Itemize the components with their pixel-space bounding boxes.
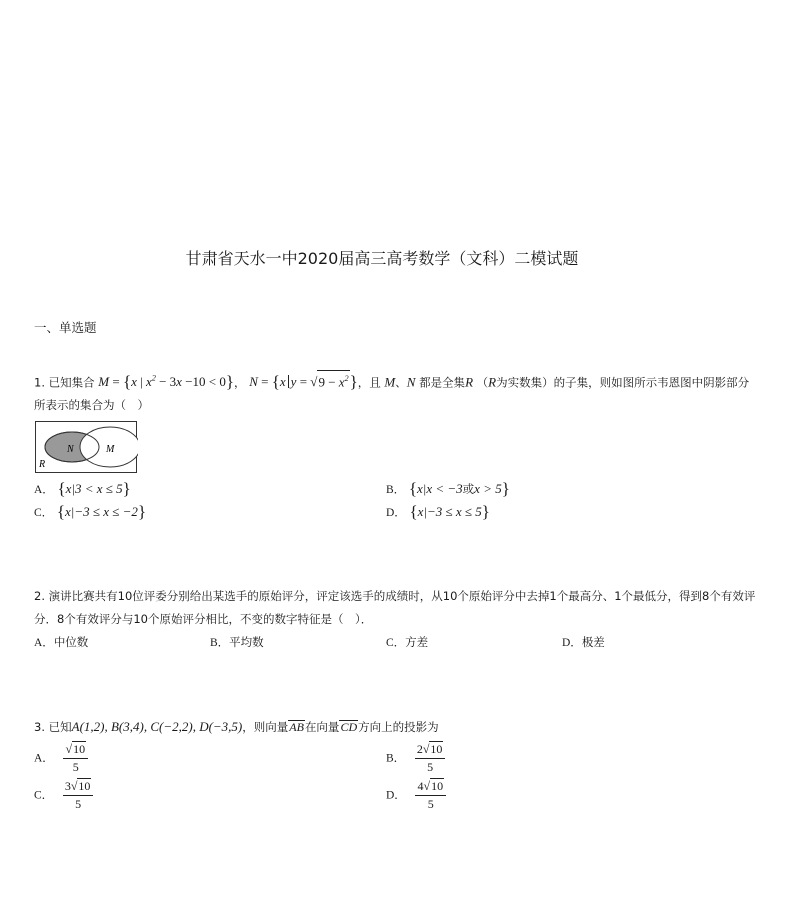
venn-label-n: N	[67, 444, 74, 455]
fraction: $\frac{3√10}{5}$	[63, 778, 94, 812]
q2-option-d[interactable]: D．极差	[562, 635, 605, 649]
venn-diagram	[35, 421, 138, 473]
question-1-stem: 1. 已知集合 M = {x | $x^2 - 3x -10 < 0$}， N = {x $y = √9 - x^2$}，且 M、N 都是全集R （R为实数集）的子集，则如图所示韦恩图中阴影部分	[34, 370, 749, 390]
venn-label-m: M	[106, 444, 115, 455]
q3-option-b[interactable]: B． $\frac{2√10}{5}$	[386, 741, 445, 775]
points-list: A(1,2), B(3,4), C(−2,2), D(−3,5)	[71, 719, 243, 734]
q3-option-a[interactable]: A． $\frac{√10}{5}$	[34, 741, 88, 775]
vector-cd: CD	[340, 720, 358, 734]
set-n-expr: N = {x $y = √9 - x^2$}	[249, 374, 358, 389]
question-3-stem: 3. 已知A(1,2), B(3,4), C(−2,2), D(−3,5)，则向量AB在向量CD方向上的投影为	[34, 719, 439, 734]
q1-text: 1. 已知集合	[34, 375, 95, 390]
page-title: 甘肃省天水一中2020届高三高考数学（文科）二模试题	[185, 249, 579, 268]
q1-option-b[interactable]: B． {x|x < −3或x > 5}	[386, 479, 510, 498]
q3-option-d[interactable]: D． $\frac{4√10}{5}$	[386, 778, 446, 812]
question-1-stem-line2: 所表示的集合为（ ）	[34, 398, 149, 412]
q1-option-d[interactable]: D． {x|−3 ≤ x ≤ 5}	[386, 502, 490, 521]
section-heading: 一、单选题	[34, 320, 97, 335]
venn-label-r: R	[39, 459, 46, 470]
fraction: $\frac{2√10}{5}$	[415, 741, 446, 775]
q1-option-a[interactable]: A． {x|3 < x ≤ 5}	[34, 479, 131, 498]
vector-ab: AB	[289, 720, 304, 734]
q2-option-c[interactable]: C．方差	[386, 635, 429, 649]
q3-option-c[interactable]: C． $\frac{3√10}{5}$	[34, 778, 93, 812]
fraction: $\frac{4√10}{5}$	[415, 778, 446, 812]
q1-option-c[interactable]: C． {x|−3 ≤ x ≤ −2}	[34, 502, 147, 521]
fraction: $\frac{√10}{5}$	[63, 741, 88, 775]
question-2-stem-line2: 分．8个有效评分与10个原始评分相比，不变的数字特征是（ ）．	[34, 612, 373, 626]
q2-option-a[interactable]: A．中位数	[34, 635, 89, 649]
q2-option-b[interactable]: B．平均数	[210, 635, 264, 649]
set-m-expr: M = {x | $x^2 - 3x -10 < 0$}	[98, 372, 235, 392]
question-2-stem: 2. 演讲比赛共有10位评委分别给出某选手的原始评分，评定该选手的成绩时，从10个原始评分中去掉1个最高分、1个最低分，得到8个有效评	[34, 589, 756, 603]
